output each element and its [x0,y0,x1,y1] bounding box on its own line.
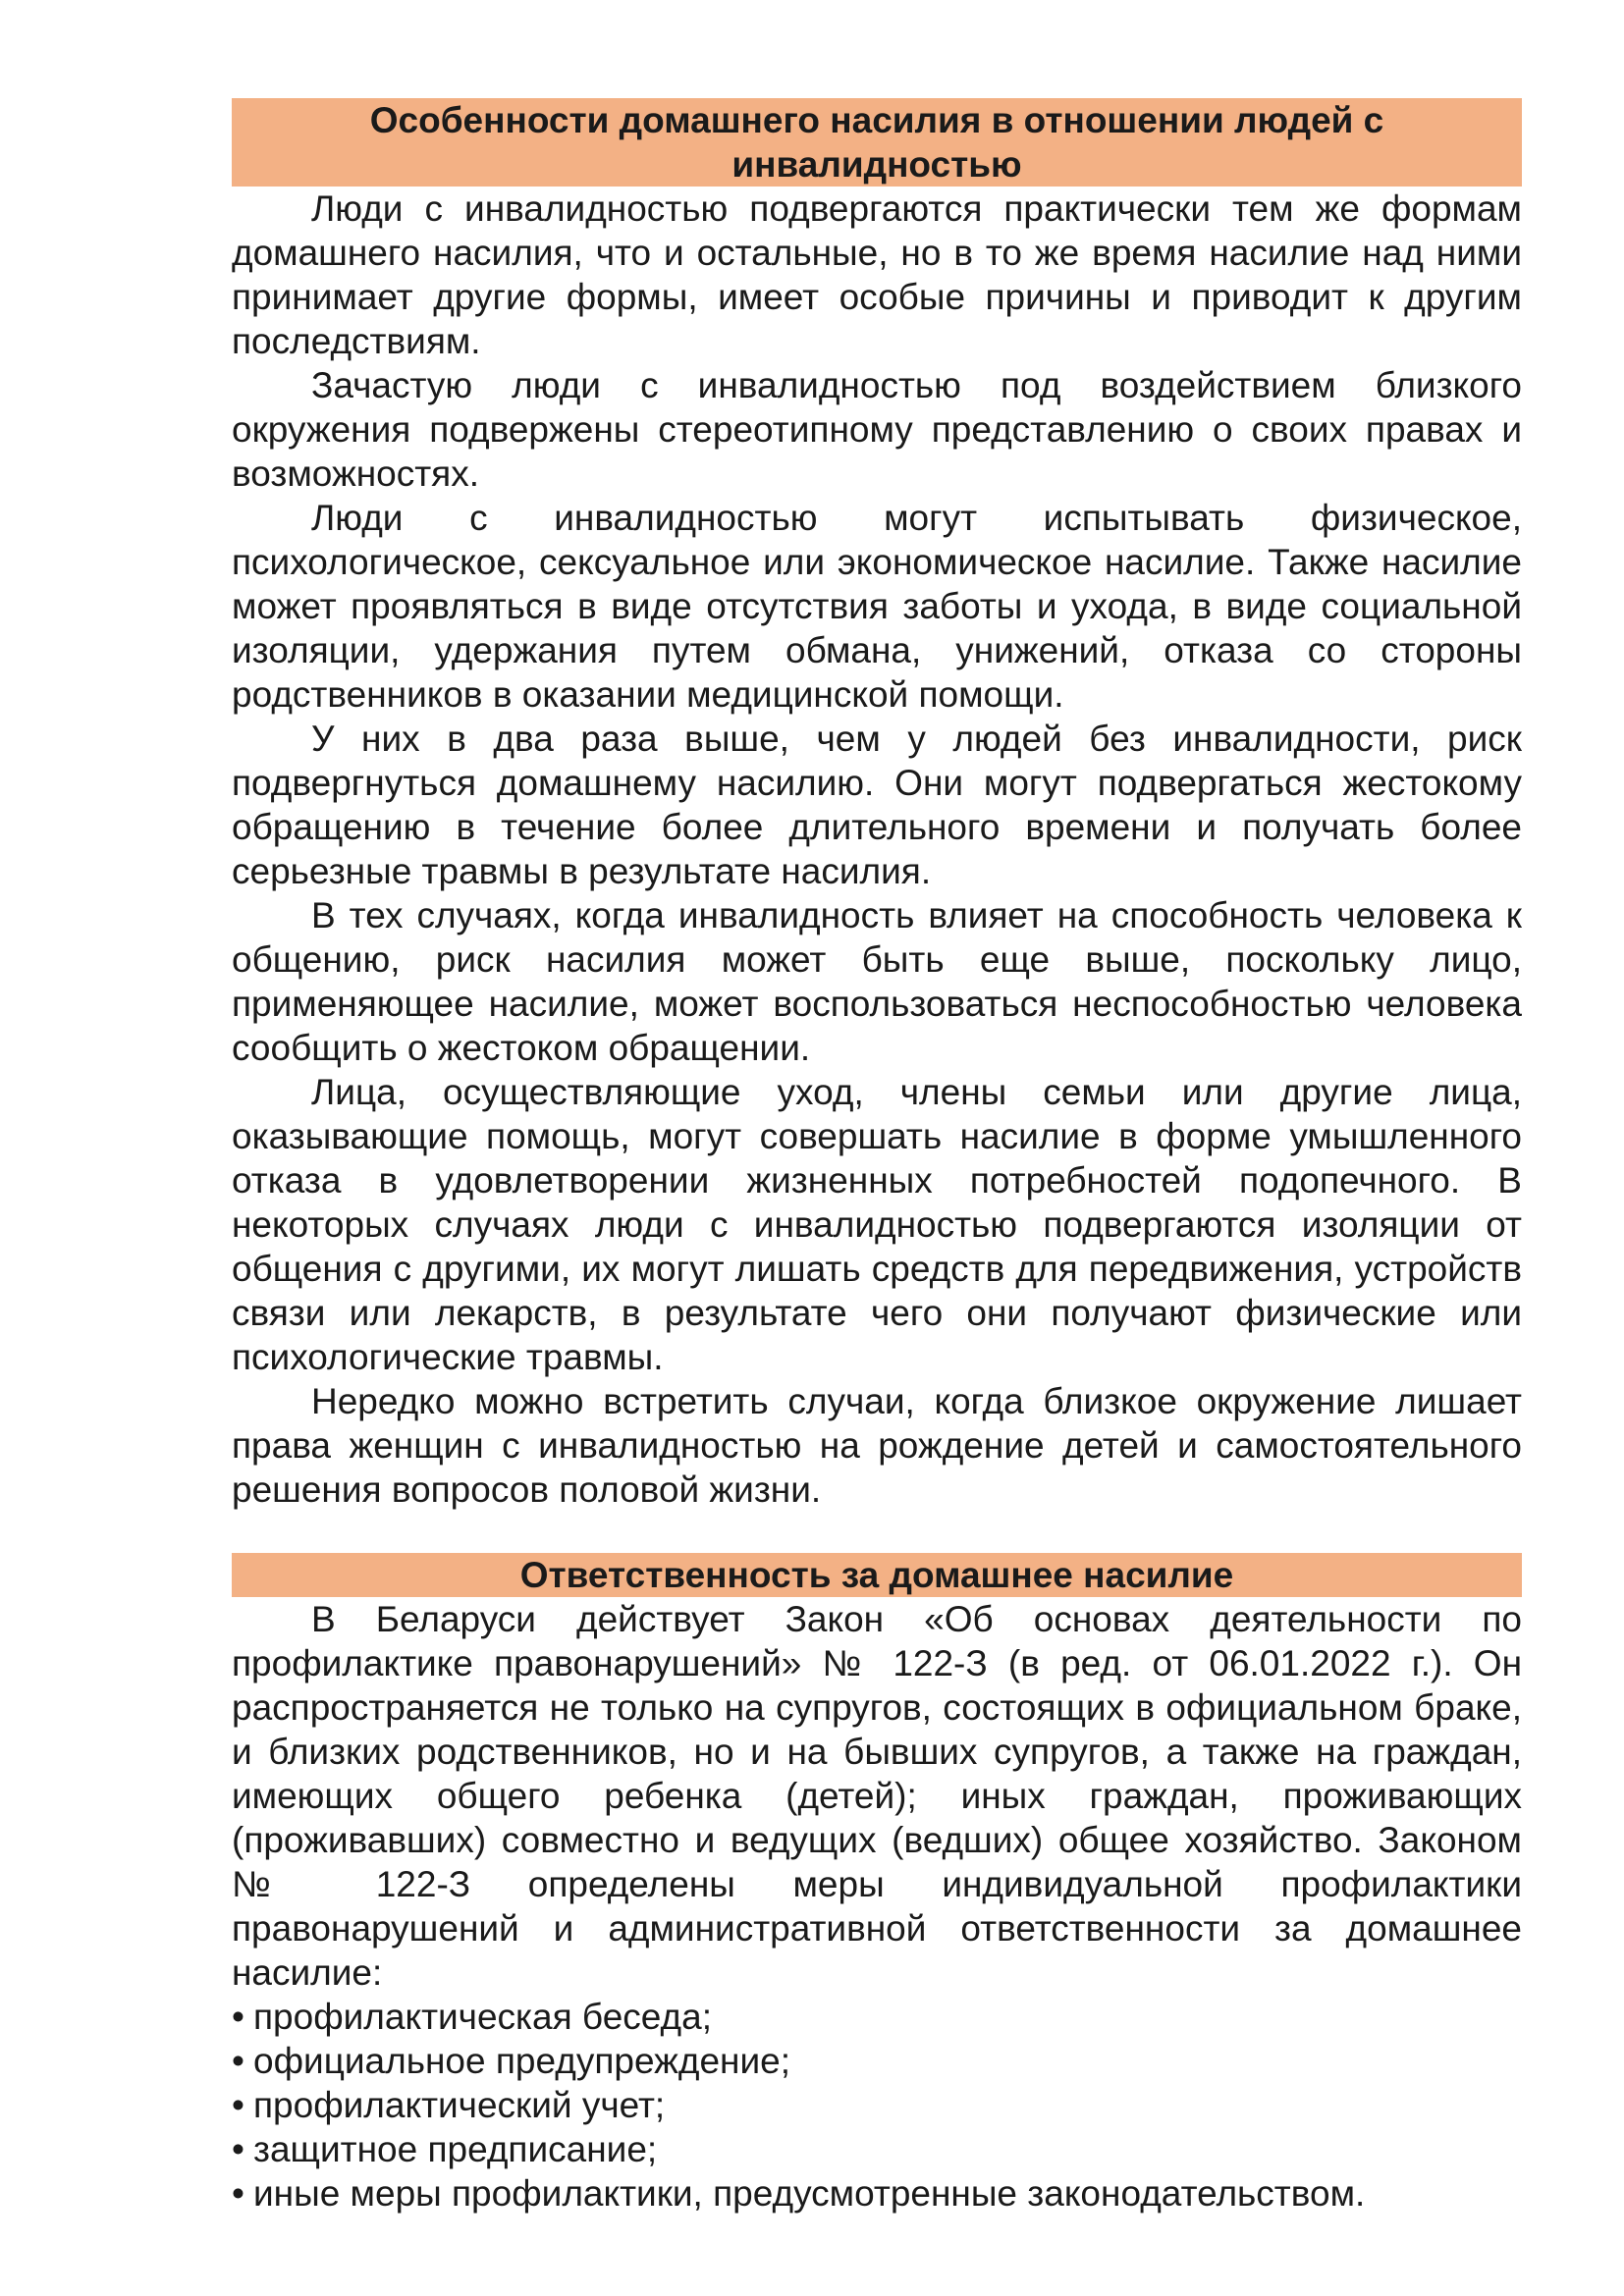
bullet-icon: • [232,2129,244,2169]
bullet-icon: • [232,2085,244,2125]
paragraph: Лица, осуществляющие уход, члены семьи или другие лица, оказывающие помощь, могут совершать насилие в форме умышленного отказа в удовлетворении жизненных потребностей подопечного. В некоторых случаях люди с инвалидностью подвергаются изоляции от общения с другими, их могут лишать средств для передвижения, устройств связи или лекарств, в результате чего они получают физические или психологические травмы. [232,1072,1522,1377]
list-item [232,1995,1522,2039]
section1-body [232,187,1522,1512]
paragraph: Люди с инвалидностью подвергаются практически тем же формам домашнего насилия, что и остальные, но в то же время насилие над ними принимает другие формы, имеет особые причины и приводит к другим последствиям. [232,188,1522,361]
list-item [232,2171,1522,2216]
section2-body [232,1597,1522,2216]
list-item-text: защитное предписание; [253,2129,658,2169]
bullet-icon: • [232,2041,244,2081]
list-item-text: профилактический учет; [253,2085,666,2125]
paragraph: В Беларуси действует Закон «Об основах деятельности по профилактике правонарушений» № 122-З (в ред. от 06.01.2022 г.). Он распространяется не только на супругов, состоящих в официальном браке, и близких родственников, но и на бывших супругов, а также на граждан, имеющих общего ребенка (детей); иных граждан, проживающих (проживавших) совместно и ведущих (ведших) общее хозяйство. Законом № 122-З определены меры индивидуальной профилактики правонарушений и административной ответственности за домашнее насилие: [232,1599,1522,1993]
document-page [232,98,1522,2216]
paragraph: У них в два раза выше, чем у людей без инвалидности, риск подвергнуться домашнему насилию. Они могут подвергаться жестокому обращению в течение более длительного времени и получать более серьезные травмы в результате насилия. [232,719,1522,891]
paragraph: Зачастую люди с инвалидностью под воздействием близкого окружения подвержены стереотипному представлению о своих правах и возможностях. [232,365,1522,494]
section-title-responsibility: Ответственность за домашнее насилие [232,1553,1522,1597]
list-item [232,2127,1522,2171]
paragraph: В тех случаях, когда инвалидность влияет на способность человека к общению, риск насилия может быть еще выше, поскольку лицо, применяющее насилие, может воспользоваться неспособностью человека сообщить о жестоком обращении. [232,895,1522,1068]
list-item [232,2039,1522,2083]
list-item-text: иные меры профилактики, предусмотренные законодательством. [253,2173,1366,2214]
measures-list [232,1995,1522,2216]
list-item [232,2083,1522,2127]
paragraph: Нередко можно встретить случаи, когда близкое окружение лишает права женщин с инвалидностью на рождение детей и самостоятельного решения вопросов половой жизни. [232,1381,1522,1510]
bullet-icon: • [232,2173,244,2214]
bullet-icon: • [232,1997,244,2037]
section-spacer [232,1512,1522,1553]
list-item-text: профилактическая беседа; [253,1997,712,2037]
paragraph: Люди с инвалидностью могут испытывать физическое, психологическое, сексуальное или экономическое насилие. Также насилие может проявляться в виде отсутствия заботы и ухода, в виде социальной изоляции, удержания путем обмана, унижений, отказа со стороны родственников в оказании медицинской помощи. [232,498,1522,715]
section-title-disability-violence: Особенности домашнего насилия в отношении людей с инвалидностью [232,98,1522,187]
list-item-text: официальное предупреждение; [253,2041,790,2081]
